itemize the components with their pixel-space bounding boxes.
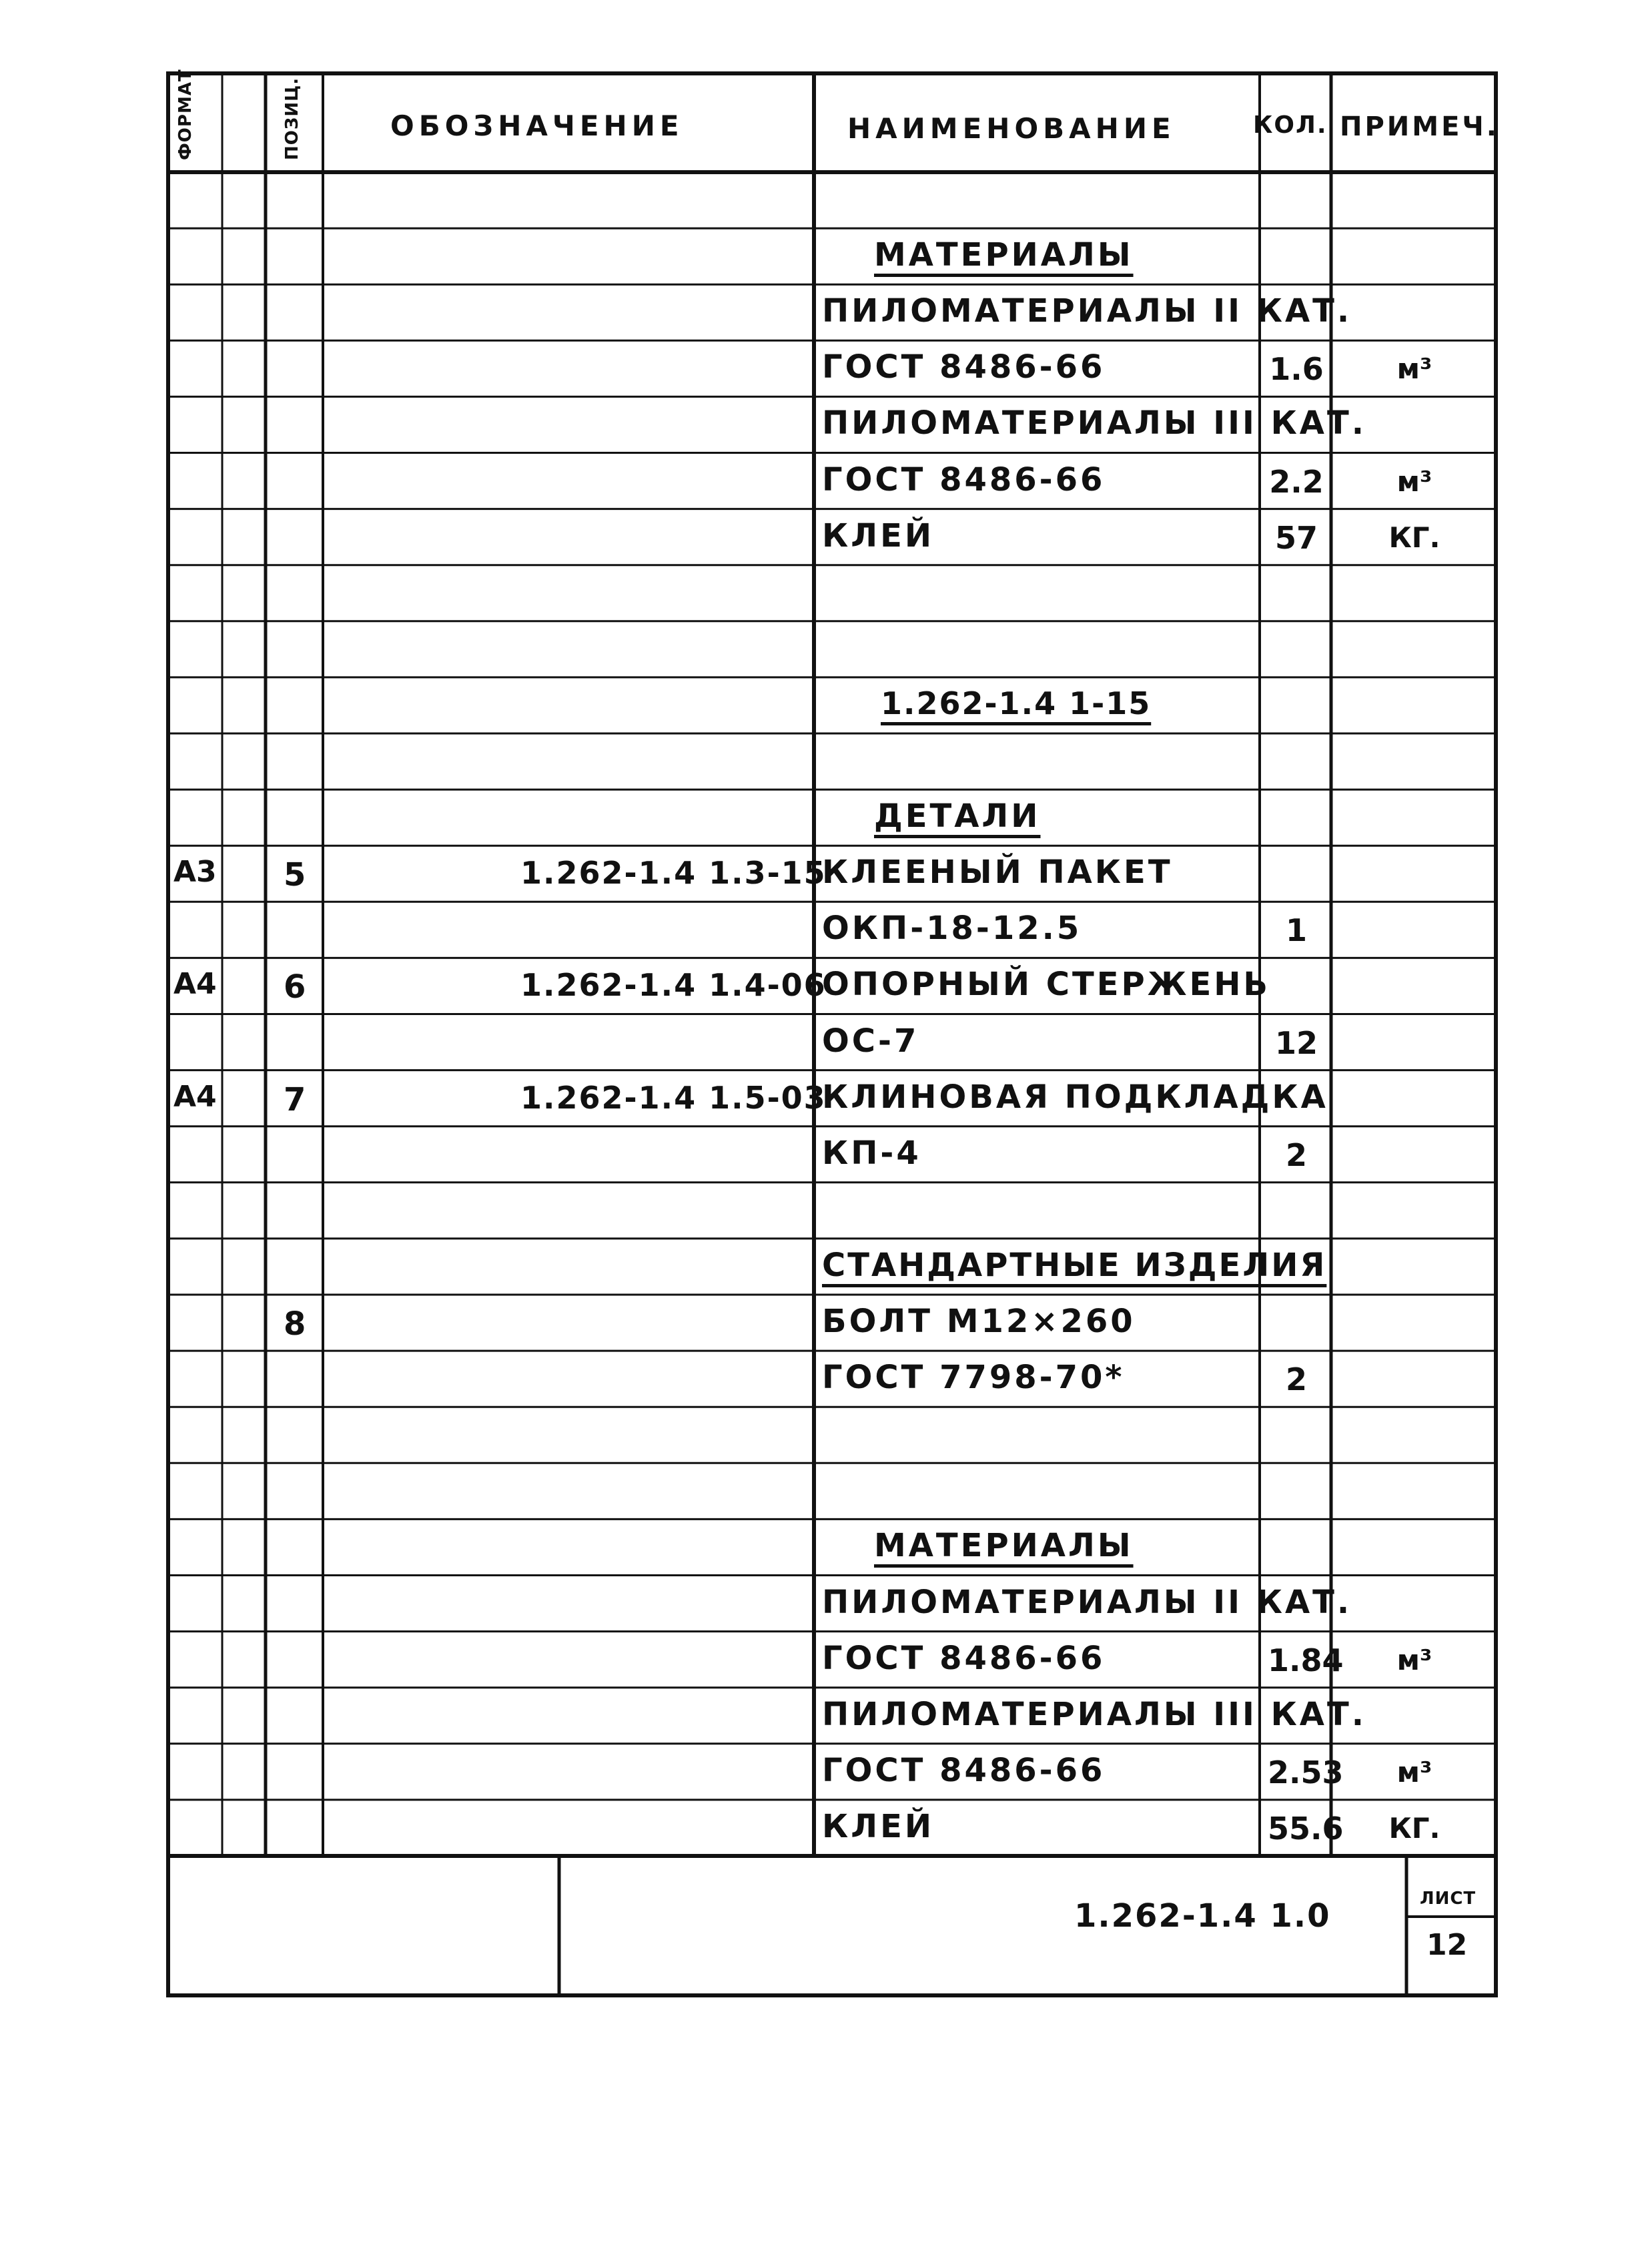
cell-position: 6 — [284, 968, 306, 1006]
cell-name: ГОСТ 7798-70* — [822, 1359, 1125, 1397]
cell-designation: 1.262-1.4 1.5-03 — [520, 1079, 827, 1116]
cell-name: 1.262-1.4 1-15 — [881, 685, 1152, 721]
footer-sheet-number: 12 — [1426, 1928, 1468, 1962]
cell-name: КЛЕЙ — [822, 517, 935, 555]
cell-designation: 1.262-1.4 1.3-15 — [520, 855, 827, 892]
cell-qty: 2 — [1285, 1361, 1307, 1398]
cell-position: 5 — [284, 856, 306, 894]
cell-name: МАТЕРИАЛЫ — [874, 1527, 1134, 1565]
cell-position: 8 — [284, 1305, 306, 1343]
cell-note: м³ — [1396, 352, 1432, 386]
cell-name: ГОСТ 8486-66 — [822, 460, 1106, 499]
header-name: НАИМЕНОВАНИЕ — [847, 112, 1176, 145]
cell-qty: 12 — [1274, 1024, 1318, 1061]
cell-format: А4 — [173, 1079, 217, 1114]
header-designation: ОБОЗНАЧЕНИЕ — [390, 109, 684, 142]
cell-name: ГОСТ 8486-66 — [822, 348, 1106, 386]
cell-name: ГОСТ 8486-66 — [822, 1639, 1106, 1677]
cell-qty: 55.6 — [1268, 1810, 1344, 1847]
cell-name: ГОСТ 8486-66 — [822, 1751, 1106, 1789]
cell-designation: 1.262-1.4 1.4-06 — [520, 967, 827, 1004]
footer-document-code: 1.262-1.4 1.0 — [1074, 1897, 1331, 1935]
cell-qty: 1 — [1285, 912, 1307, 949]
cell-name: СТАНДАРТНЫЕ ИЗДЕЛИЯ — [822, 1246, 1327, 1284]
cell-format: А3 — [173, 855, 217, 890]
cell-note: м³ — [1396, 464, 1432, 498]
cell-name: КЛИНОВАЯ ПОДКЛАДКА — [822, 1078, 1328, 1116]
cell-name: ОПОРНЫЙ СТЕРЖЕНЬ — [822, 966, 1270, 1004]
header-note: ПРИМЕЧ. — [1340, 111, 1499, 142]
cell-note: м³ — [1396, 1755, 1432, 1789]
cell-name: МАТЕРИАЛЫ — [874, 236, 1134, 274]
cell-note: КГ. — [1388, 521, 1440, 554]
cell-name: ОКП-18-12.5 — [822, 910, 1082, 948]
cell-name: БОЛТ М12×260 — [822, 1303, 1136, 1341]
header-format: ФОРМАТ — [175, 69, 195, 160]
cell-qty: 1.6 — [1269, 351, 1324, 388]
cell-name: КЛЕЕНЫЙ ПАКЕТ — [822, 854, 1173, 892]
cell-name: ПИЛОМАТЕРИАЛЫ III КАТ. — [822, 404, 1366, 442]
cell-name: ПИЛОМАТЕРИАЛЫ II КАТ. — [822, 1583, 1352, 1621]
cell-name: ОС-7 — [822, 1022, 919, 1060]
cell-position: 7 — [284, 1080, 306, 1118]
cell-format: А4 — [173, 967, 217, 1002]
cell-qty: 2.2 — [1269, 463, 1324, 500]
header-qty: КОЛ. — [1253, 111, 1328, 139]
footer-sheet-label: ЛИСТ — [1420, 1889, 1477, 1909]
cell-name: ПИЛОМАТЕРИАЛЫ II КАТ. — [822, 292, 1352, 330]
cell-name: ПИЛОМАТЕРИАЛЫ III КАТ. — [822, 1695, 1366, 1733]
header-position: ПОЗИЦ. — [282, 77, 302, 160]
cell-qty: 1.84 — [1268, 1642, 1344, 1678]
cell-name: КП-4 — [822, 1134, 921, 1172]
cell-note: м³ — [1396, 1643, 1432, 1676]
cell-name: КЛЕЙ — [822, 1807, 935, 1845]
cell-qty: 2 — [1285, 1137, 1307, 1173]
cell-note: КГ. — [1388, 1811, 1440, 1845]
cell-qty: 57 — [1274, 519, 1318, 556]
cell-qty: 2.53 — [1268, 1754, 1344, 1791]
cell-name: ДЕТАЛИ — [874, 797, 1041, 836]
